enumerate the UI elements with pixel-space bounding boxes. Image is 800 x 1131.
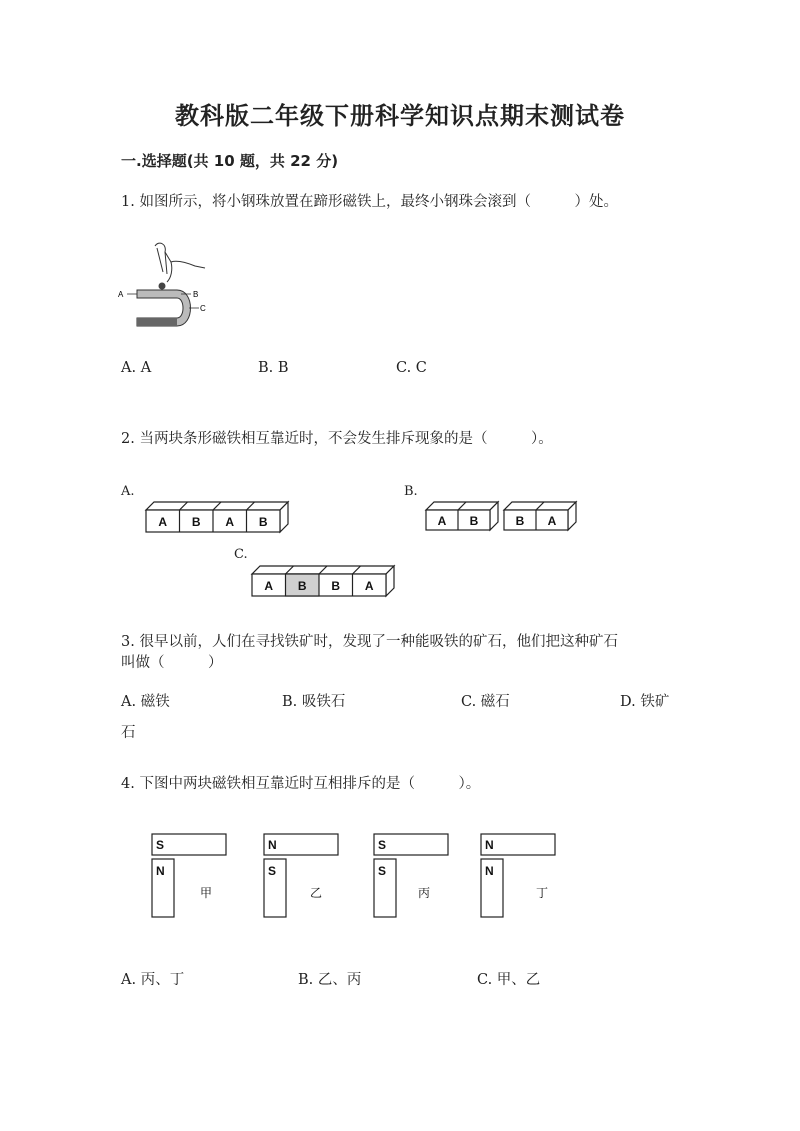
magnet-cell: A [158, 515, 168, 529]
pole-label: S [378, 864, 387, 878]
q2-figure-a [140, 500, 290, 534]
figure-name: 丙 [418, 886, 431, 900]
horseshoe-magnet-figure [115, 238, 225, 333]
q2-option-c-label[interactable]: C. [234, 547, 248, 562]
section-heading: 一.选择题(共 10 题，共 22 分) [121, 152, 339, 170]
magnet-cell: A [437, 514, 447, 528]
hand-outline [167, 262, 172, 282]
magnet-lower-arm [137, 318, 177, 326]
magnet-cell: B [258, 515, 268, 529]
q1-option-b[interactable]: B. B [258, 360, 289, 376]
q1-option-c[interactable]: C. C [396, 360, 427, 376]
q2-figure-c [246, 562, 398, 598]
hand-outline [155, 243, 205, 268]
magnet-cell: B [297, 579, 307, 593]
figure-label-a: A [118, 290, 124, 299]
magnet-cell: A [364, 579, 374, 593]
q2-option-b-label[interactable]: B. [404, 484, 418, 499]
page-title: 教科版二年级下册科学知识点期末测试卷 [175, 102, 625, 130]
steel-ball [159, 283, 166, 290]
finger-line [157, 248, 163, 272]
pole-label: S [268, 864, 277, 878]
q4-option-b[interactable]: B. 乙、丙 [298, 972, 362, 988]
question-4-text: 4. 下图中两块磁铁相互靠近时互相排斥的是（ ）。 [121, 776, 481, 792]
question-3-text-line2: 叫做（ ） [121, 655, 223, 671]
q3-option-a[interactable]: A. 磁铁 [121, 694, 170, 710]
magnet-cell: B [191, 515, 201, 529]
figure-name: 乙 [310, 886, 323, 900]
figure-label-b: B [193, 290, 199, 299]
q2-figure-b [422, 498, 582, 532]
figure-name: 甲 [200, 886, 213, 900]
magnet-cell: A [225, 515, 235, 529]
pole-label: S [156, 838, 165, 852]
q1-option-a[interactable]: A. A [121, 360, 152, 376]
magnet-cell: A [547, 514, 557, 528]
magnet-cell: B [331, 579, 341, 593]
magnet-cell: B [515, 514, 525, 528]
q3-option-c[interactable]: C. 磁石 [461, 694, 510, 710]
q4-option-c[interactable]: C. 甲、乙 [477, 972, 541, 988]
q2-option-a-label[interactable]: A. [121, 484, 135, 499]
figure-label-c: C [200, 304, 206, 313]
pole-label: N [485, 864, 494, 878]
q3-option-d[interactable]: D. 铁矿 [620, 694, 670, 710]
q3-option-b[interactable]: B. 吸铁石 [282, 694, 346, 710]
question-2-text: 2. 当两块条形磁铁相互靠近时，不会发生排斥现象的是（ ）。 [121, 431, 553, 447]
pole-label: N [156, 864, 165, 878]
question-1-text: 1. 如图所示，将小钢珠放置在蹄形磁铁上，最终小钢珠会滚到（ ）处。 [121, 194, 618, 210]
figure-name: 丁 [536, 886, 549, 900]
q4-magnets-figure [150, 833, 560, 921]
question-3-text-line1: 3. 很早以前，人们在寻找铁矿时，发现了一种能吸铁的矿石，他们把这种矿石 [121, 634, 618, 650]
q3-option-d-wrap: 石 [121, 725, 136, 741]
magnet-cell: A [264, 579, 274, 593]
pole-label: N [485, 838, 494, 852]
magnet-cell: B [469, 514, 479, 528]
q4-option-a[interactable]: A. 丙、丁 [121, 972, 185, 988]
pole-label: S [378, 838, 387, 852]
pole-label: N [268, 838, 277, 852]
